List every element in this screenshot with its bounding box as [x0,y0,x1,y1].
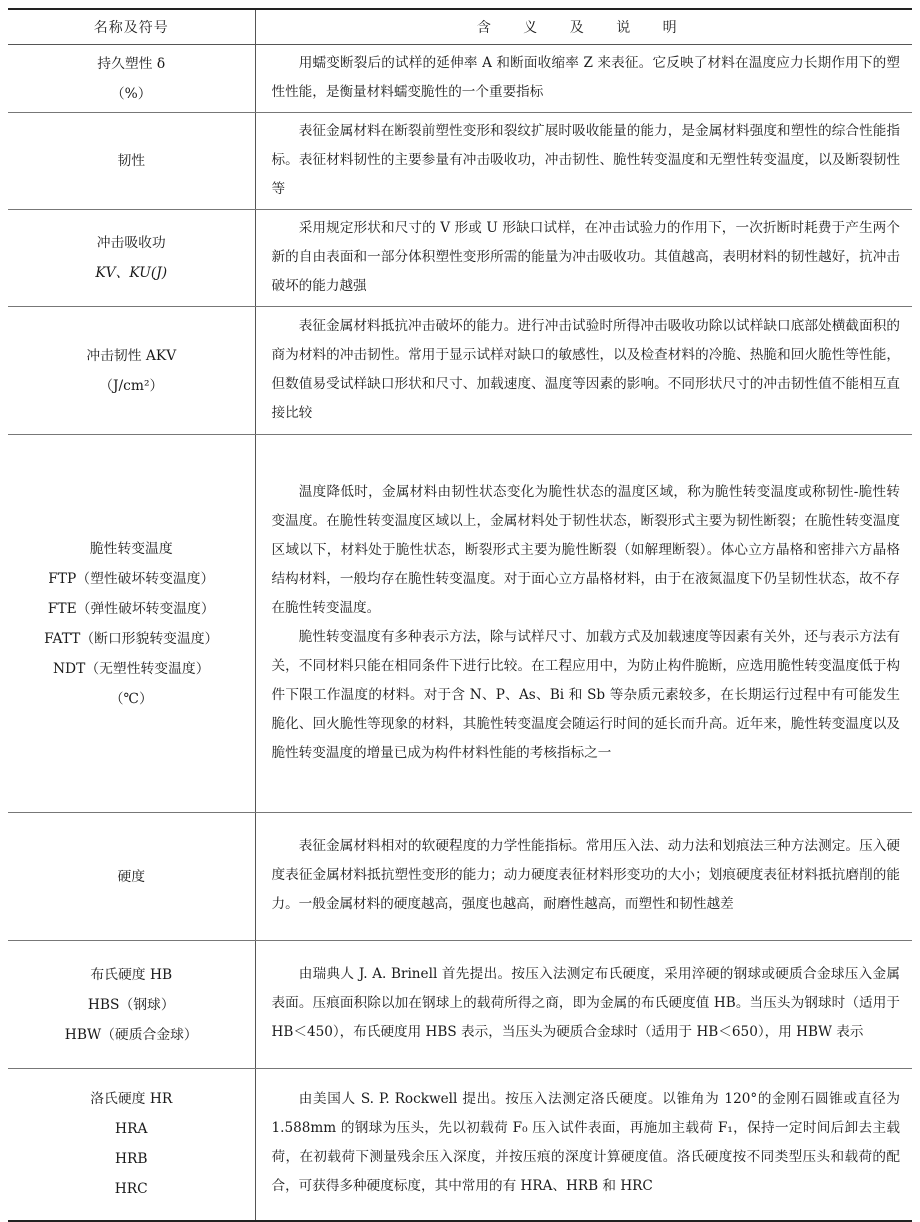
property-variant-line: HBW（硬质合金球） [64,1026,198,1043]
table-row [8,307,912,435]
property-name-line: 冲击吸收功 [96,235,166,251]
header-meaning-label: 含 义 及 说 明 [476,20,691,36]
property-name-line: 脆性转变温度 [89,540,173,557]
property-variant-line: NDT（无塑性转变温度） [52,660,210,677]
property-name-line: 持久塑性 δ [97,55,166,72]
property-name-cell [8,941,255,1069]
property-unit-line: （%） [110,85,152,102]
property-name-line: 布氏硬度 HB [90,966,173,983]
description-paragraph: 由美国人 S. P. Rockwell 提出。按压入法测定洛氏硬度。以锥角为 120°的金刚石圆锥或直径为 1.588mm 的钢球为压头，先以初载荷 F₀ 压入试件表面，再施加主载荷 F₁，保持一定时间后卸去主载荷，在初载荷下测量残余压入深度，并按压痕的深度计算硬度值。洛氏硬度按不同类型压头和载荷的配合，可获得多种硬度标度，其中常用的有 HRA、HRB 和 HRC [271,1091,900,1195]
table-row [8,941,912,1069]
table-row [8,210,912,307]
property-variant-line: FTP（塑性破坏转变温度） [48,570,215,587]
properties-table [8,8,912,1222]
property-description-cell [255,435,912,813]
property-name-cell [8,813,255,941]
property-name-line: 冲击韧性 AKV [86,347,177,364]
description-paragraph: 表征金属材料在断裂前塑性变形和裂纹扩展时吸收能量的能力，是金属材料强度和塑性的综合性能指标。表征材料韧性的主要参量有冲击吸收功，冲击韧性、脆性转变温度和无塑性转变温度，以及断裂韧性等 [271,122,900,197]
property-name-cell [8,307,255,435]
header-meaning-and-description [255,9,912,45]
description-paragraph: 脆性转变温度有多种表示方法，除与试样尺寸、加载方式及加载速度等因素有关外，还与表示方法有关，不同材料只能在相同条件下进行比较。在工程应用中，为防止构件脆断，应选用脆性转变温度低于构件下限工作温度的材料。对于含 N、P、As、Bi 和 Sb 等杂质元素较多，在长期运行过程中有可能发生脆化、回火脆性等现象的材料，其脆性转变温度会随运行时间的延长而升高。近年来，脆性转变温度以及脆性转变温度的增量已成为构件材料性能的考核指标之一 [271,628,900,761]
table-row [8,813,912,941]
property-description-cell [255,210,912,307]
property-name-cell [8,435,255,813]
property-variant-line: FTE（弹性破坏转变温度） [47,600,215,617]
description-paragraph: 表征金属材料相对的软硬程度的力学性能指标。常用压入法、动力法和划痕法三种方法测定。压入硬度表征金属材料抵抗塑性变形的能力；动力硬度表征材料形变功的大小；划痕硬度表征材料抵抗磨削的能力。一般金属材料的硬度越高，强度也越高，耐磨性越高，而塑性和韧性越差 [271,838,900,912]
description-paragraph: 表征金属材料抵抗冲击破坏的能力。进行冲击试验时所得冲击吸收功除以试样缺口底部处横截面积的商为材料的冲击韧性。常用于显示试样对缺口的敏感性，以及检查材料的冷脆、热脆和回火脆性等性能，但数值易受试样缺口形状和尺寸、加载速度、温度等因素的影响。不同形状尺寸的冲击韧性值不能相互直接比较 [271,317,900,421]
property-variant-line: FATT（断口形貌转变温度） [44,630,219,647]
description-paragraph: 用蠕变断裂后的试样的延伸率 A 和断面收缩率 Z 来表征。它反映了材料在温度应力长期作用下的塑性性能，是衡量材料蠕变脆性的一个重要指标 [271,54,900,100]
property-name-line: 硬度 [117,868,146,885]
property-variant-line: HRB [114,1151,148,1168]
property-description-cell [255,307,912,435]
property-description-cell [255,45,912,113]
property-symbol-line: KV、KU(J) [95,265,168,281]
property-unit-line: （℃） [109,690,153,707]
property-name-cell [8,113,255,210]
property-unit-line: （J/cm²） [99,377,164,394]
property-description-cell [255,813,912,941]
table-row [8,1069,912,1221]
description-paragraph: 采用规定形状和尺寸的 V 形或 U 形缺口试样，在冲击试验力的作用下，一次折断时耗费于产生两个新的自由表面和一部分体积塑性变形所需的能量为冲击吸收功。其值越高，表明材料的韧性越好，抗冲击破坏的能力越强 [271,219,900,294]
property-name-cell [8,210,255,307]
property-variant-line: HBS（钢球） [87,996,175,1013]
property-description-cell [255,1069,912,1221]
property-variant-line: HRC [114,1181,148,1198]
property-description-cell [255,941,912,1069]
table-row [8,45,912,113]
description-paragraph: 温度降低时，金属材料由韧性状态变化为脆性状态的温度区域，称为脆性转变温度或称韧性-脆性转变温度。在脆性转变温度区域以上，金属材料处于韧性状态，断裂形式主要为韧性断裂；在脆性转变温度区域以下，材料处于脆性状态，断裂形式主要为脆性断裂（如解理断裂）。体心立方晶格和密排六方晶格结构材料，一般均存在脆性转变温度。对于面心立方晶格材料，由于在液氮温度下仍呈韧性状态，故不存在脆性转变温度。 [271,483,900,616]
property-name-cell [8,45,255,113]
property-variant-line: HRA [115,1121,148,1138]
property-description-cell [255,113,912,210]
property-name-line: 韧性 [117,153,146,169]
table-row [8,113,912,210]
table-header-row [8,9,912,45]
property-name-line: 洛氏硬度 HR [90,1091,173,1108]
description-paragraph: 由瑞典人 J. A. Brinell 首先提出。按压入法测定布氏硬度，采用淬硬的钢球或硬质合金球压入金属表面。压痕面积除以加在钢球上的载荷所得之商，即为金属的布氏硬度值 HB。当压头为钢球时（适用于 HB＜450），布氏硬度用 HBS 表示，当压头为硬质合金球时（适用于 HB＜650），用 HBW 表示 [271,966,900,1040]
table-row [8,435,912,813]
document-page [8,8,912,1198]
header-name-and-symbol: 名称及符号 [8,9,255,45]
property-name-cell [8,1069,255,1221]
